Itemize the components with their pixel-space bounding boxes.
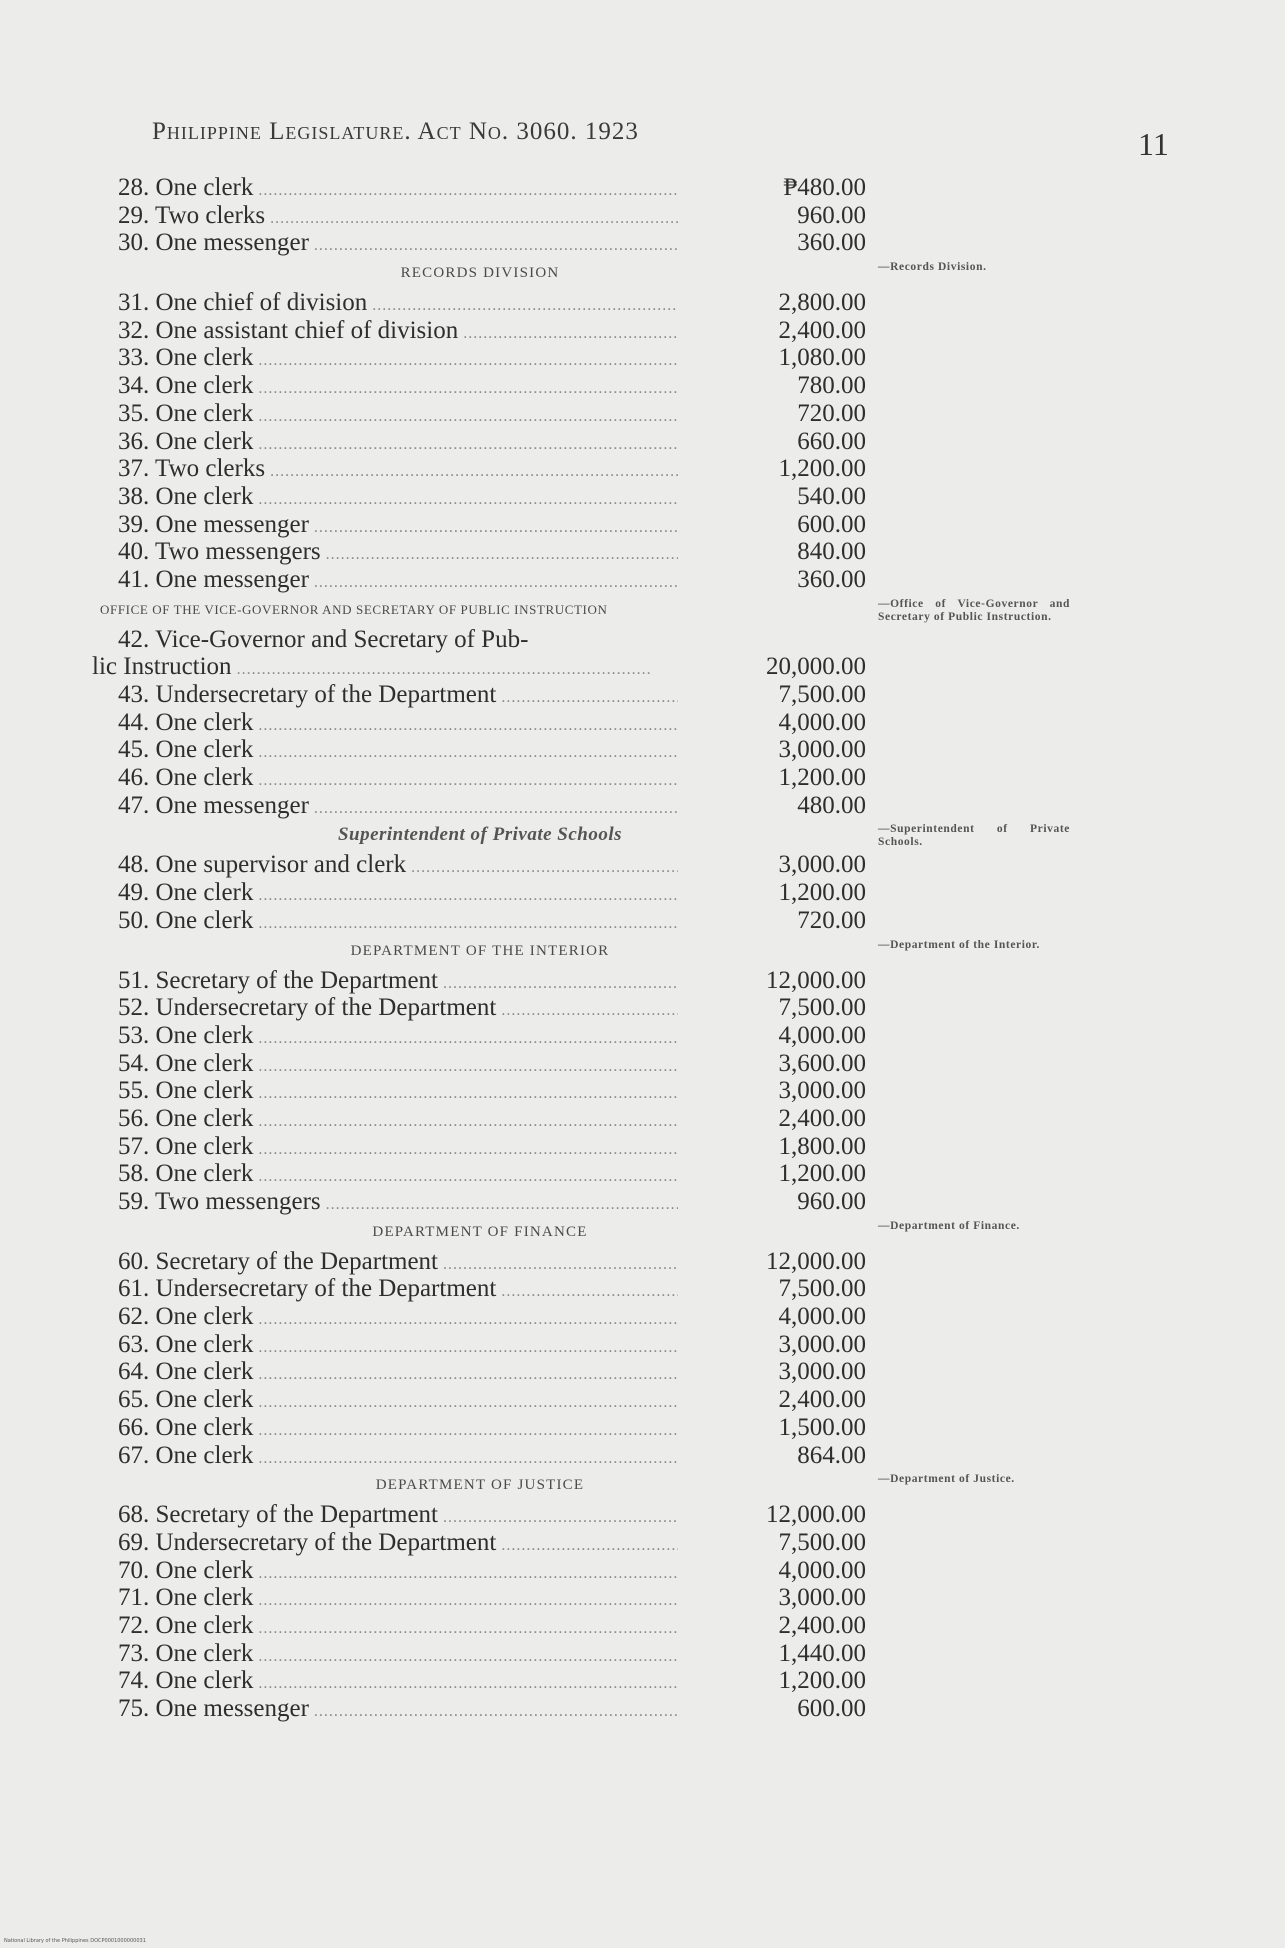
section-heading: DEPARTMENT OF JUSTICE [375, 1477, 585, 1494]
item-amount: 12,000.00 [766, 966, 866, 994]
margin-note: —Department of the Interior. [878, 939, 1041, 951]
item-amount: 2,800.00 [778, 289, 866, 317]
item-amount: 540.00 [797, 482, 866, 510]
item-amount: 7,500.00 [778, 1528, 866, 1556]
item-description: 49. One clerk ..... [118, 879, 678, 910]
item-amount: 4,000.00 [778, 1303, 866, 1331]
item-amount: 360.00 [797, 229, 866, 257]
item-description: 62. One clerk ..... [118, 1303, 678, 1334]
running-head: Philippine Legislature. Act No. 3060. 1923 [152, 118, 639, 145]
item-amount: 3,000.00 [778, 1330, 866, 1358]
subsection-heading: Superintendent of Private Schools [337, 824, 623, 846]
appropriation-item [0, 174, 1285, 202]
item-amount: 1,200.00 [778, 1160, 866, 1188]
item-amount: 3,000.00 [778, 1358, 866, 1386]
item-description: 50. One clerk ..... [118, 907, 678, 938]
appropriation-item [0, 681, 1285, 709]
item-amount: 3,000.00 [778, 736, 866, 764]
item-description: 33. One clerk ..... [118, 344, 678, 375]
item-amount: 1,800.00 [778, 1132, 866, 1160]
item-description: 54. One clerk ..... [118, 1050, 678, 1081]
appropriation-item [0, 400, 1285, 428]
item-description: 35. One clerk ..... [118, 400, 678, 431]
item-description: 57. One clerk ..... [118, 1133, 678, 1164]
item-description: 70. One clerk ..... [118, 1557, 678, 1588]
appropriation-item [0, 1331, 1285, 1359]
item-amount: 3,000.00 [778, 851, 866, 879]
appropriation-item [0, 202, 1285, 230]
appropriation-item [0, 1529, 1285, 1557]
appropriation-item [0, 1358, 1285, 1386]
appropriation-item [0, 1442, 1285, 1470]
appropriation-item [0, 967, 1285, 995]
item-amount: 20,000.00 [766, 653, 866, 681]
appropriation-item [0, 764, 1285, 792]
item-description: 29. Two clerks ..... [118, 202, 678, 233]
item-description: 42. Vice-Governor and Secretary of Pub- [118, 625, 529, 653]
item-amount: 4,000.00 [778, 1021, 866, 1049]
margin-note: —Department of Finance. [878, 1220, 1020, 1232]
footer-credit: National Library of the Philippines DOCP0001000000031 [4, 1938, 146, 1944]
appropriation-item [0, 1133, 1285, 1161]
appropriation-item [0, 1414, 1285, 1442]
item-amount: 12,000.00 [766, 1501, 866, 1529]
item-amount: 2,400.00 [778, 1104, 866, 1132]
appropriation-item [0, 709, 1285, 737]
appropriation-item [0, 1640, 1285, 1668]
appropriation-item [0, 792, 1285, 820]
item-description: 63. One clerk ..... [118, 1331, 678, 1362]
item-amount: 7,500.00 [778, 994, 866, 1022]
item-amount: 1,200.00 [778, 764, 866, 792]
appropriation-item [0, 511, 1285, 539]
item-amount: 1,440.00 [778, 1639, 866, 1667]
appropriation-item [0, 455, 1285, 483]
section-heading: RECORDS DIVISION [400, 265, 560, 282]
item-description: 59. Two messengers ..... [118, 1188, 678, 1219]
item-description: 43. Undersecretary of the Department ..... [118, 681, 678, 712]
appropriation-item [0, 851, 1285, 879]
margin-note: —Office of Vice-Governor and Secretary of Public Instruction. [878, 598, 1070, 623]
item-amount: 660.00 [797, 427, 866, 455]
item-description: 40. Two messengers ..... [118, 538, 678, 569]
item-description: 30. One messenger ..... [118, 229, 678, 260]
item-description: 44. One clerk ..... [118, 709, 678, 740]
item-amount: 600.00 [797, 510, 866, 538]
item-amount: 960.00 [797, 1188, 866, 1215]
appropriation-item [0, 736, 1285, 764]
appropriation-item [0, 483, 1285, 511]
item-description: 31. One chief of division ..... [118, 289, 678, 320]
section-heading: OFFICE OF THE VICE-GOVERNOR AND SECRETARY OF PUBLIC INSTRUCTION [100, 601, 608, 617]
margin-note: —Department of Justice. [878, 1473, 1015, 1485]
appropriation-item [0, 1022, 1285, 1050]
item-amount: 2,400.00 [778, 1611, 866, 1639]
section-heading: DEPARTMENT OF FINANCE [372, 1223, 588, 1240]
appropriation-item [0, 879, 1285, 907]
item-amount: 7,500.00 [778, 1275, 866, 1303]
item-description: 69. Undersecretary of the Department ..... [118, 1529, 678, 1560]
appropriation-item [0, 344, 1285, 372]
appropriation-item [0, 428, 1285, 456]
appropriation-item [0, 1584, 1285, 1612]
item-amount: 1,200.00 [778, 1667, 866, 1695]
appropriation-item [0, 1501, 1285, 1529]
item-description: 64. One clerk ..... [118, 1358, 678, 1389]
appropriation-list [0, 174, 1285, 1723]
item-description: 39. One messenger ..... [118, 511, 678, 542]
appropriation-item [0, 538, 1285, 566]
appropriation-item [0, 626, 1285, 654]
item-amount: 1,200.00 [778, 879, 866, 907]
item-description: 73. One clerk ..... [118, 1640, 678, 1671]
appropriation-item [0, 1557, 1285, 1585]
item-amount: 840.00 [797, 538, 866, 566]
item-amount: 864.00 [797, 1441, 866, 1469]
item-description: 61. Undersecretary of the Department ..... [118, 1275, 678, 1306]
item-amount: ₱480.00 [783, 174, 866, 201]
item-amount: 4,000.00 [778, 708, 866, 736]
item-description: 58. One clerk ..... [118, 1160, 678, 1191]
item-amount: 4,000.00 [778, 1556, 866, 1584]
appropriation-item [0, 1612, 1285, 1640]
item-description: 60. Secretary of the Department ..... [118, 1248, 678, 1279]
appropriation-item [0, 1077, 1285, 1105]
appropriation-item [0, 1695, 1285, 1723]
appropriation-item [0, 1275, 1285, 1303]
item-amount: 780.00 [797, 372, 866, 400]
item-amount: 3,000.00 [778, 1584, 866, 1612]
item-description: 36. One clerk ..... [118, 428, 678, 459]
item-description: 56. One clerk ..... [118, 1105, 678, 1136]
item-description: 48. One supervisor and clerk ..... [118, 851, 678, 882]
item-description: 74. One clerk ..... [118, 1667, 678, 1698]
item-description: 75. One messenger ..... [118, 1695, 678, 1726]
item-description: 38. One clerk ..... [118, 483, 678, 514]
item-amount: 2,400.00 [778, 316, 866, 344]
item-amount: 3,000.00 [778, 1077, 866, 1105]
item-amount: 360.00 [797, 565, 866, 593]
appropriation-item [0, 1248, 1285, 1276]
item-description: 72. One clerk ..... [118, 1612, 678, 1643]
item-amount: 1,200.00 [778, 455, 866, 483]
item-amount: 2,400.00 [778, 1386, 866, 1414]
item-amount: 3,600.00 [778, 1049, 866, 1077]
item-description: 52. Undersecretary of the Department ..... [118, 994, 678, 1025]
item-description: 53. One clerk ..... [118, 1022, 678, 1053]
appropriation-item [0, 289, 1285, 317]
appropriation-item [0, 1105, 1285, 1133]
appropriation-item [0, 994, 1285, 1022]
appropriation-item [0, 1160, 1285, 1188]
appropriation-item [0, 1667, 1285, 1695]
item-description: 41. One messenger ..... [118, 566, 678, 597]
item-description: 37. Two clerks ..... [118, 455, 678, 486]
appropriation-item [0, 1188, 1285, 1216]
item-amount: 720.00 [797, 399, 866, 427]
item-amount: 1,500.00 [778, 1413, 866, 1441]
item-description: 66. One clerk ..... [118, 1414, 678, 1445]
item-description: 55. One clerk ..... [118, 1077, 678, 1108]
appropriation-item [0, 317, 1285, 345]
item-description: 68. Secretary of the Department ..... [118, 1501, 678, 1532]
item-description: 28. One clerk ..... [118, 174, 678, 205]
appropriation-item [0, 566, 1285, 594]
item-amount: 480.00 [797, 791, 866, 819]
item-description: 46. One clerk ..... [118, 764, 678, 795]
item-amount: 7,500.00 [778, 681, 866, 708]
item-description: 65. One clerk ..... [118, 1386, 678, 1417]
page-number: 11 [1138, 126, 1169, 162]
item-amount: 720.00 [797, 906, 866, 934]
margin-note: —Records Division. [878, 261, 987, 273]
item-amount: 12,000.00 [766, 1247, 866, 1275]
section-heading: DEPARTMENT OF THE INTERIOR [350, 942, 610, 959]
item-description: 45. One clerk ..... [118, 736, 678, 767]
appropriation-item [0, 229, 1285, 257]
item-description: 34. One clerk ..... [118, 372, 678, 403]
item-description: 71. One clerk ..... [118, 1584, 678, 1615]
appropriation-item [0, 1386, 1285, 1414]
appropriation-item [0, 653, 1285, 681]
item-amount: 600.00 [797, 1695, 866, 1722]
margin-note: —Superintendent of Private Schools. [878, 823, 1070, 848]
item-description: 32. One assistant chief of division ..... [118, 317, 678, 348]
item-description: lic Instruction ..... [92, 653, 652, 684]
item-amount: 960.00 [797, 201, 866, 229]
appropriation-item [0, 1303, 1285, 1331]
item-description: 67. One clerk ..... [118, 1442, 678, 1473]
item-description: 47. One messenger ..... [118, 792, 678, 823]
item-amount: 1,080.00 [778, 344, 866, 372]
appropriation-item [0, 907, 1285, 935]
item-description: 51. Secretary of the Department ..... [118, 967, 678, 998]
appropriation-item [0, 1050, 1285, 1078]
appropriation-item [0, 372, 1285, 400]
